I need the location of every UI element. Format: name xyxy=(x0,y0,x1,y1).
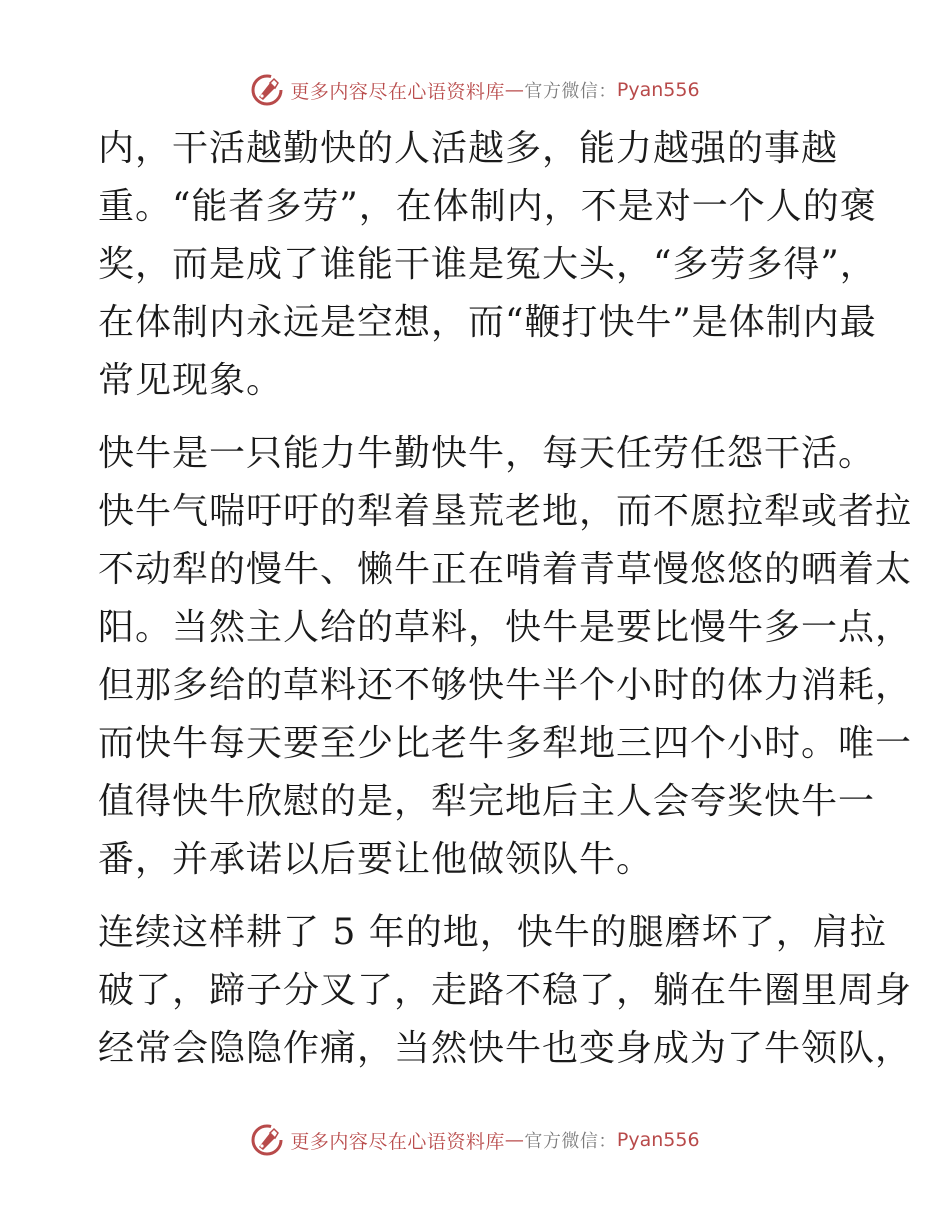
footer-title: 更多内容尽在心语资料库 xyxy=(290,1130,505,1153)
paragraph-2 xyxy=(98,425,913,889)
text-line: 奖，而是成了谁能干谁是冤大头，“多劳多得”， xyxy=(98,244,877,285)
footer-wechat-id: Pyan556 xyxy=(616,1129,700,1151)
pen-nib-logo-icon xyxy=(250,73,284,107)
text-line: 不动犁的慢牛、懒牛正在啃着青草慢悠悠的晒着太 xyxy=(98,549,913,590)
paragraph-3 xyxy=(98,904,913,1078)
header-label: 官方微信： xyxy=(524,81,617,102)
text-line: 内，干活越勤快的人活越多，能力越强的事越 xyxy=(98,128,839,169)
text-line: 而快牛每天要至少比老牛多犁地三四个小时。唯一 xyxy=(98,723,913,764)
footer-label: 官方微信： xyxy=(524,1131,617,1152)
footer-banner xyxy=(0,1120,950,1160)
text-line: 阳。当然主人给的草料，快牛是要比慢牛多一点， xyxy=(98,607,913,648)
text-line: 番，并承诺以后要让他做领队牛。 xyxy=(98,839,654,880)
paragraph-1 xyxy=(98,120,877,410)
text-line: 重。“能者多劳”，在体制内，不是对一个人的褒 xyxy=(98,186,877,227)
footer-separator: — xyxy=(504,1129,525,1151)
text-line: 快牛是一只能力牛勤快牛，每天任劳任怨干活。 xyxy=(98,433,876,474)
text-line: 快牛气喘吁吁的犁着垦荒老地，而不愿拉犁或者拉 xyxy=(98,491,913,532)
pen-nib-logo-icon xyxy=(250,1123,284,1157)
text-line: 连续这样耕了 5 年的地，快牛的腿磨坏了，肩拉 xyxy=(98,912,887,953)
text-line: 在体制内永远是空想，而“鞭打快牛”是体制内最 xyxy=(98,302,877,343)
header-title: 更多内容尽在心语资料库 xyxy=(290,80,505,103)
header-banner xyxy=(0,70,950,110)
header-separator: — xyxy=(504,79,525,101)
text-line: 值得快牛欣慰的是，犁完地后主人会夸奖快牛一 xyxy=(98,781,876,822)
text-line: 破了，蹄子分叉了，走路不稳了，躺在牛圈里周身 xyxy=(98,970,913,1011)
text-line: 但那多给的草料还不够快牛半个小时的体力消耗， xyxy=(98,665,913,706)
text-line: 常见现象。 xyxy=(98,360,284,401)
document-body xyxy=(98,120,913,1078)
text-line: 经常会隐隐作痛，当然快牛也变身成为了牛领队， xyxy=(98,1028,913,1069)
header-wechat-id: Pyan556 xyxy=(616,79,700,101)
